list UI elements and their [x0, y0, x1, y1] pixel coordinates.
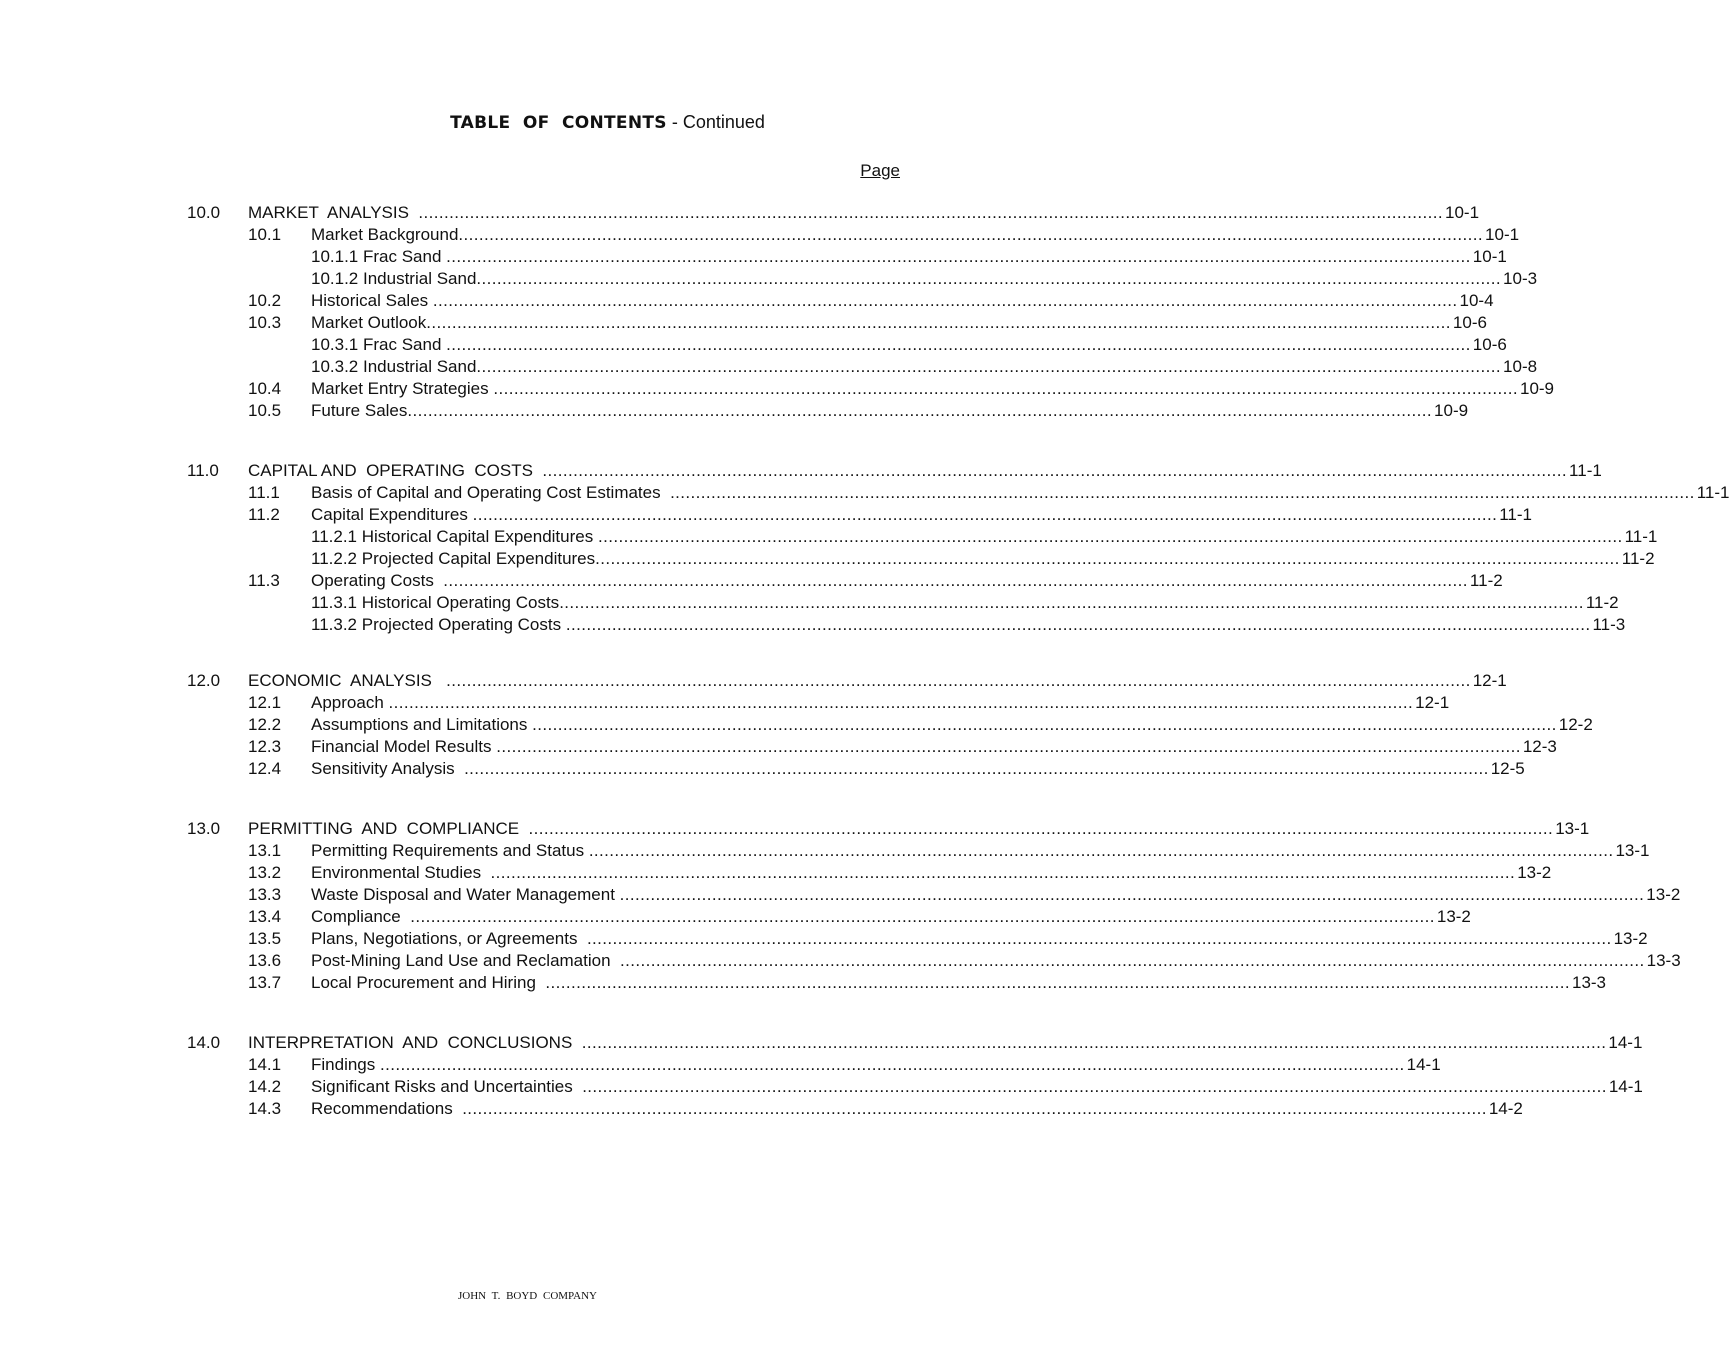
entry-title: 10.3.2 Industrial Sand	[311, 357, 477, 376]
entry-number: 13.3	[248, 885, 282, 904]
entry-page: 12-3	[1522, 737, 1557, 756]
entry-number: 10.0	[187, 203, 221, 222]
toc-entry[interactable]	[187, 400, 1469, 422]
dot-leader: ........................................................................................................................................................................................................	[597, 527, 1623, 546]
toc-entry[interactable]	[187, 840, 1650, 862]
dot-leader: ........................................................................................................................................................................................................	[588, 841, 1614, 860]
entry-title: Recommendations	[311, 1099, 463, 1118]
entry-title: Market Background	[311, 225, 459, 244]
entry-number: 13.2	[248, 863, 282, 882]
dot-leader: ........................................................................................................................................................................................................	[532, 715, 1557, 734]
entry-page: 11-2	[1585, 593, 1619, 612]
entry-number: 10.5	[248, 401, 282, 420]
dot-leader: ........................................................................................................................................................................................................	[586, 929, 1612, 948]
toc-entry[interactable]	[187, 884, 1681, 906]
entry-number: 11.3	[248, 571, 280, 590]
toc-section	[187, 670, 1593, 780]
entry-number: 14.0	[187, 1033, 221, 1052]
entry-page: 13-2	[1436, 907, 1471, 926]
toc-title-main: TABLE OF CONTENTS	[450, 113, 667, 133]
entry-page: 10-6	[1472, 335, 1507, 354]
toc-section	[187, 460, 1729, 636]
entry-number: 11.2	[248, 505, 280, 524]
dot-leader: ........................................................................................................................................................................................................	[581, 1033, 1607, 1052]
dot-leader: ........................................................................................................................................................................................................	[472, 505, 1498, 524]
entry-page: 12-2	[1558, 715, 1593, 734]
entry-title: Waste Disposal and Water Management	[311, 885, 620, 904]
entry-title: Environmental Studies	[311, 863, 491, 882]
entry-page: 14-1	[1608, 1033, 1643, 1052]
dot-leader: ........................................................................................................................................................................................................	[476, 357, 1502, 376]
entry-number: 13.6	[248, 951, 282, 970]
entry-page: 10-4	[1459, 291, 1494, 310]
entry-title: Local Procurement and Hiring	[311, 973, 546, 992]
entry-page: 12-1	[1472, 671, 1507, 690]
entry-page: 11-2	[1621, 549, 1655, 568]
entry-page: 13-2	[1613, 929, 1648, 948]
toc-entry[interactable]	[187, 224, 1520, 246]
entry-title: Approach	[311, 693, 389, 712]
dot-leader: ........................................................................................................................................................................................................	[496, 737, 1521, 756]
entry-title: 11.3.1 Historical Operating Costs	[311, 593, 560, 612]
entry-title: INTERPRETATION AND CONCLUSIONS	[248, 1033, 582, 1052]
entry-number: 12.1	[248, 693, 282, 712]
entry-title: Sensitivity Analysis	[311, 759, 465, 778]
entry-page: 11-1	[1696, 483, 1729, 502]
dot-leader: ........................................................................................................................................................................................................	[418, 203, 1444, 222]
entry-number: 12.0	[187, 671, 221, 690]
dot-leader: ........................................................................................................................................................................................................	[542, 461, 1568, 480]
dot-leader: ........................................................................................................................................................................................................	[528, 819, 1554, 838]
entry-page: 13-2	[1646, 885, 1681, 904]
entry-title: CAPITAL AND OPERATING COSTS	[248, 461, 543, 480]
dot-leader: ........................................................................................................................................................................................................	[595, 549, 1620, 568]
entry-title: PERMITTING AND COMPLIANCE	[248, 819, 529, 838]
toc-entry[interactable]	[187, 1032, 1643, 1054]
entry-number: 14.3	[248, 1099, 282, 1118]
entry-page: 10-3	[1503, 269, 1538, 288]
entry-title: 11.3.2 Projected Operating Costs	[311, 615, 566, 634]
toc-entry[interactable]	[187, 504, 1532, 526]
dot-leader: ........................................................................................................................................................................................................	[446, 247, 1471, 266]
toc-entry[interactable]	[187, 592, 1619, 614]
dot-leader: ........................................................................................................................................................................................................	[490, 863, 1516, 882]
dot-leader: ........................................................................................................................................................................................................	[388, 693, 1414, 712]
toc-entry[interactable]	[187, 202, 1480, 224]
entry-number: 10.1	[248, 225, 282, 244]
toc-entry[interactable]	[187, 460, 1602, 482]
toc-title-suffix: - Continued	[666, 112, 765, 132]
dot-leader: ........................................................................................................................................................................................................	[458, 225, 1484, 244]
toc-entry[interactable]	[187, 570, 1503, 592]
toc-entry[interactable]	[187, 928, 1648, 950]
entry-number: 11.0	[187, 461, 219, 480]
dot-leader: ........................................................................................................................................................................................................	[620, 951, 1645, 970]
toc-entry[interactable]	[187, 614, 1626, 636]
toc-entry[interactable]	[187, 862, 1552, 884]
dot-leader: ........................................................................................................................................................................................................	[565, 615, 1591, 634]
toc-entry[interactable]	[187, 714, 1593, 736]
entry-title: Financial Model Results	[311, 737, 497, 756]
entry-page: 10-9	[1519, 379, 1555, 398]
toc-title	[0, 112, 1055, 133]
toc-entry[interactable]	[187, 548, 1655, 570]
dot-leader: ........................................................................................................................................................................................................	[462, 1099, 1487, 1118]
dot-leader: ........................................................................................................................................................................................................	[410, 907, 1435, 926]
dot-leader: ........................................................................................................................................................................................................	[670, 483, 1695, 502]
entry-title: Significant Risks and Uncertainties	[311, 1077, 583, 1096]
toc-entry[interactable]	[187, 526, 1658, 548]
toc-entry[interactable]	[187, 758, 1525, 780]
entry-title: 11.2.1 Historical Capital Expenditures	[311, 527, 598, 546]
table-of-contents	[187, 202, 1729, 1158]
entry-page: 11-2	[1469, 571, 1503, 590]
dot-leader: ........................................................................................................................................................................................................	[426, 313, 1451, 332]
entry-page: 10-6	[1452, 313, 1487, 332]
entry-page: 11-3	[1592, 615, 1626, 634]
toc-entry[interactable]	[187, 1098, 1523, 1120]
entry-page: 13-3	[1646, 951, 1681, 970]
entry-page: 10-1	[1472, 247, 1507, 266]
entry-title: 10.1.1 Frac Sand	[311, 247, 447, 266]
toc-entry[interactable]	[187, 736, 1557, 758]
entry-page: 10-8	[1503, 357, 1538, 376]
dot-leader: ........................................................................................................................................................................................................	[443, 571, 1468, 590]
entry-title: Compliance	[311, 907, 411, 926]
entry-number: 10.2	[248, 291, 282, 310]
entry-page: 11-1	[1624, 527, 1658, 546]
page-column-header: Page	[860, 161, 900, 180]
toc-entry[interactable]	[187, 482, 1729, 504]
toc-entry[interactable]	[187, 290, 1494, 312]
entry-title: Market Entry Strategies	[311, 379, 494, 398]
toc-entry[interactable]	[187, 972, 1607, 994]
toc-section	[187, 202, 1555, 422]
entry-title: ECONOMIC ANALYSIS	[248, 671, 447, 690]
toc-entry[interactable]	[187, 906, 1471, 928]
entry-page: 12-5	[1490, 759, 1525, 778]
dot-leader: ........................................................................................................................................................................................................	[407, 401, 1433, 420]
dot-leader: ........................................................................................................................................................................................................	[582, 1077, 1607, 1096]
dot-leader: ........................................................................................................................................................................................................	[446, 335, 1471, 354]
entry-page: 13-2	[1517, 863, 1552, 882]
entry-number: 11.1	[248, 483, 280, 502]
entry-title: 10.3.1 Frac Sand	[311, 335, 447, 354]
entry-title: Future Sales	[311, 401, 408, 420]
entry-title: Post-Mining Land Use and Reclamation	[311, 951, 620, 970]
toc-entry[interactable]	[187, 268, 1538, 290]
entry-title: Assumptions and Limitations	[311, 715, 533, 734]
toc-entry[interactable]	[187, 818, 1590, 840]
entry-page: 12-1	[1415, 693, 1450, 712]
dot-leader: ........................................................................................................................................................................................................	[379, 1055, 1405, 1074]
toc-entry[interactable]	[187, 378, 1555, 400]
entry-title: Basis of Capital and Operating Cost Estimates	[311, 483, 671, 502]
toc-entry[interactable]	[187, 692, 1450, 714]
entry-title: Plans, Negotiations, or Agreements	[311, 929, 587, 948]
entry-page: 10-1	[1445, 203, 1480, 222]
entry-title: 10.1.2 Industrial Sand	[311, 269, 477, 288]
toc-entry[interactable]	[187, 246, 1507, 268]
entry-number: 14.2	[248, 1077, 282, 1096]
toc-entry[interactable]	[187, 334, 1507, 356]
entry-page: 14-2	[1488, 1099, 1523, 1118]
entry-number: 12.3	[248, 737, 282, 756]
footer-company: JOHN T. BOYD COMPANY	[458, 1290, 597, 1302]
toc-entry[interactable]	[187, 670, 1507, 692]
entry-page: 10-1	[1485, 225, 1520, 244]
toc-entry[interactable]	[187, 1076, 1643, 1098]
toc-entry[interactable]	[187, 312, 1487, 334]
entry-title: Market Outlook	[311, 313, 427, 332]
entry-page: 14-1	[1608, 1077, 1643, 1096]
dot-leader: ........................................................................................................................................................................................................	[476, 269, 1502, 288]
entry-number: 13.4	[248, 907, 282, 926]
dot-leader: ........................................................................................................................................................................................................	[432, 291, 1458, 310]
entry-title: MARKET ANALYSIS	[248, 203, 419, 222]
toc-section	[187, 818, 1681, 994]
entry-number: 14.1	[248, 1055, 282, 1074]
dot-leader: ........................................................................................................................................................................................................	[559, 593, 1584, 612]
entry-title: Operating Costs	[311, 571, 444, 590]
dot-leader: ........................................................................................................................................................................................................	[545, 973, 1570, 992]
entry-number: 13.1	[248, 841, 282, 860]
entry-page: 14-1	[1406, 1055, 1441, 1074]
entry-title: 11.2.2 Projected Capital Expenditures	[311, 549, 596, 568]
dot-leader: ........................................................................................................................................................................................................	[446, 671, 1471, 690]
entry-title: Historical Sales	[311, 291, 433, 310]
entry-number: 12.4	[248, 759, 282, 778]
dot-leader: ........................................................................................................................................................................................................	[493, 379, 1518, 398]
toc-entry[interactable]	[187, 1054, 1441, 1076]
entry-number: 13.0	[187, 819, 221, 838]
toc-entry[interactable]	[187, 356, 1538, 378]
entry-number: 13.5	[248, 929, 282, 948]
entry-number: 10.3	[248, 313, 282, 332]
entry-page: 10-9	[1434, 401, 1469, 420]
entry-page: 13-3	[1571, 973, 1607, 992]
toc-entry[interactable]	[187, 950, 1681, 972]
dot-leader: ........................................................................................................................................................................................................	[619, 885, 1645, 904]
entry-page: 13-1	[1615, 841, 1650, 860]
entry-number: 13.7	[248, 973, 282, 992]
entry-title: Permitting Requirements and Status	[311, 841, 589, 860]
entry-number: 12.2	[248, 715, 282, 734]
entry-title: Capital Expenditures	[311, 505, 473, 524]
entry-page: 11-1	[1499, 505, 1532, 524]
entry-page: 13-1	[1555, 819, 1590, 838]
dot-leader: ........................................................................................................................................................................................................	[464, 759, 1489, 778]
entry-page: 11-1	[1569, 461, 1602, 480]
entry-number: 10.4	[248, 379, 282, 398]
entry-title: Findings	[311, 1055, 380, 1074]
toc-section	[187, 1032, 1643, 1120]
